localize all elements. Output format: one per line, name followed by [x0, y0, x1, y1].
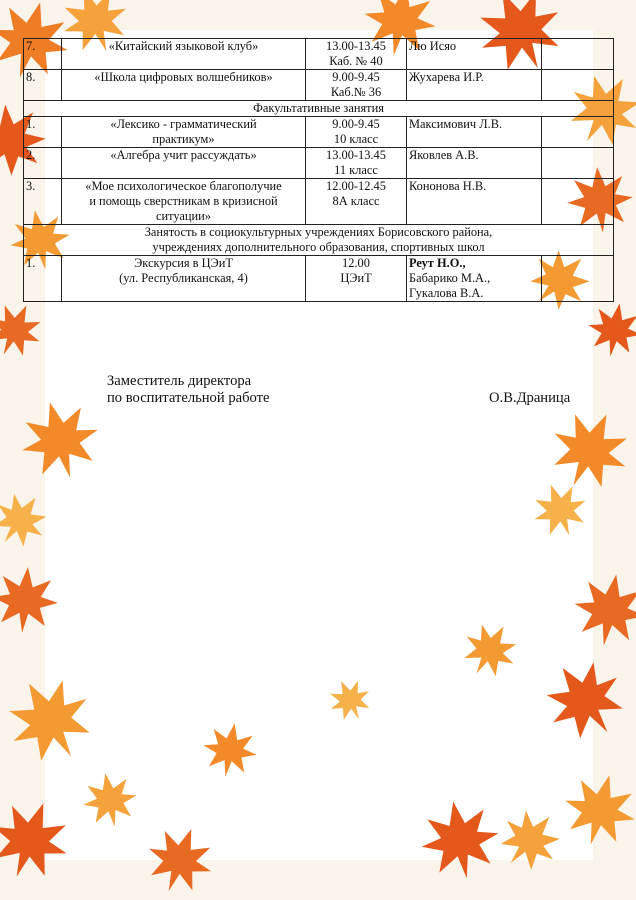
activity-name: «Лексико - грамматический практикум» [62, 117, 306, 148]
section-header-row [24, 101, 614, 117]
teacher: Жухарева И.Р. [407, 70, 542, 101]
empty-cell [542, 70, 614, 101]
teacher: Лю Исяо [407, 39, 542, 70]
teacher: Реут Н.О., Бабарико М.А., Гукалова В.А. [407, 256, 542, 302]
row-number: 1. [24, 256, 62, 302]
time-place: 13.00-13.45 Каб. № 40 [306, 39, 407, 70]
empty-cell [542, 117, 614, 148]
activity-name: «Школа цифровых волшебников» [62, 70, 306, 101]
teacher: Яковлев А.В. [407, 148, 542, 179]
time-place: 13.00-13.45 11 класс [306, 148, 407, 179]
schedule-table [23, 38, 614, 302]
table-row [24, 148, 614, 179]
teacher: Кононова Н.В. [407, 179, 542, 225]
activity-name: «Китайский языковой клуб» [62, 39, 306, 70]
table-row [24, 256, 614, 302]
table-row [24, 70, 614, 101]
time-place: 12.00 ЦЭиТ [306, 256, 407, 302]
empty-cell [542, 256, 614, 302]
activity-name: «Алгебра учит рассуждать» [62, 148, 306, 179]
empty-cell [542, 39, 614, 70]
row-number: 1. [24, 117, 62, 148]
activity-name: «Мое психологическое благополучие и помощь сверстникам в кризисной ситуации» [62, 179, 306, 225]
teacher: Максимович Л.В. [407, 117, 542, 148]
signature-position: Заместитель директора по воспитательной работе [107, 373, 270, 406]
time-place: 12.00-12.45 8А класс [306, 179, 407, 225]
empty-cell [542, 179, 614, 225]
row-number: 3. [24, 179, 62, 225]
time-place: 9.00-9.45 Каб.№ 36 [306, 70, 407, 101]
activity-name: Экскурсия в ЦЭиТ (ул. Республиканская, 4) [62, 256, 306, 302]
table-row [24, 39, 614, 70]
signature-name: О.В.Драница [489, 390, 571, 406]
table-row [24, 179, 614, 225]
table-row [24, 117, 614, 148]
row-number: 7. [24, 39, 62, 70]
row-number: 8. [24, 70, 62, 101]
time-place: 9.00-9.45 10 класс [306, 117, 407, 148]
row-number: 2. [24, 148, 62, 179]
section-title-cultural: Занятость в социокультурных учреждениях Борисовского района, учреждениях дополнительного образования, спортивных школ [24, 225, 614, 256]
section-header-row [24, 225, 614, 256]
section-title-optional: Факультативные занятия [24, 101, 614, 117]
empty-cell [542, 148, 614, 179]
